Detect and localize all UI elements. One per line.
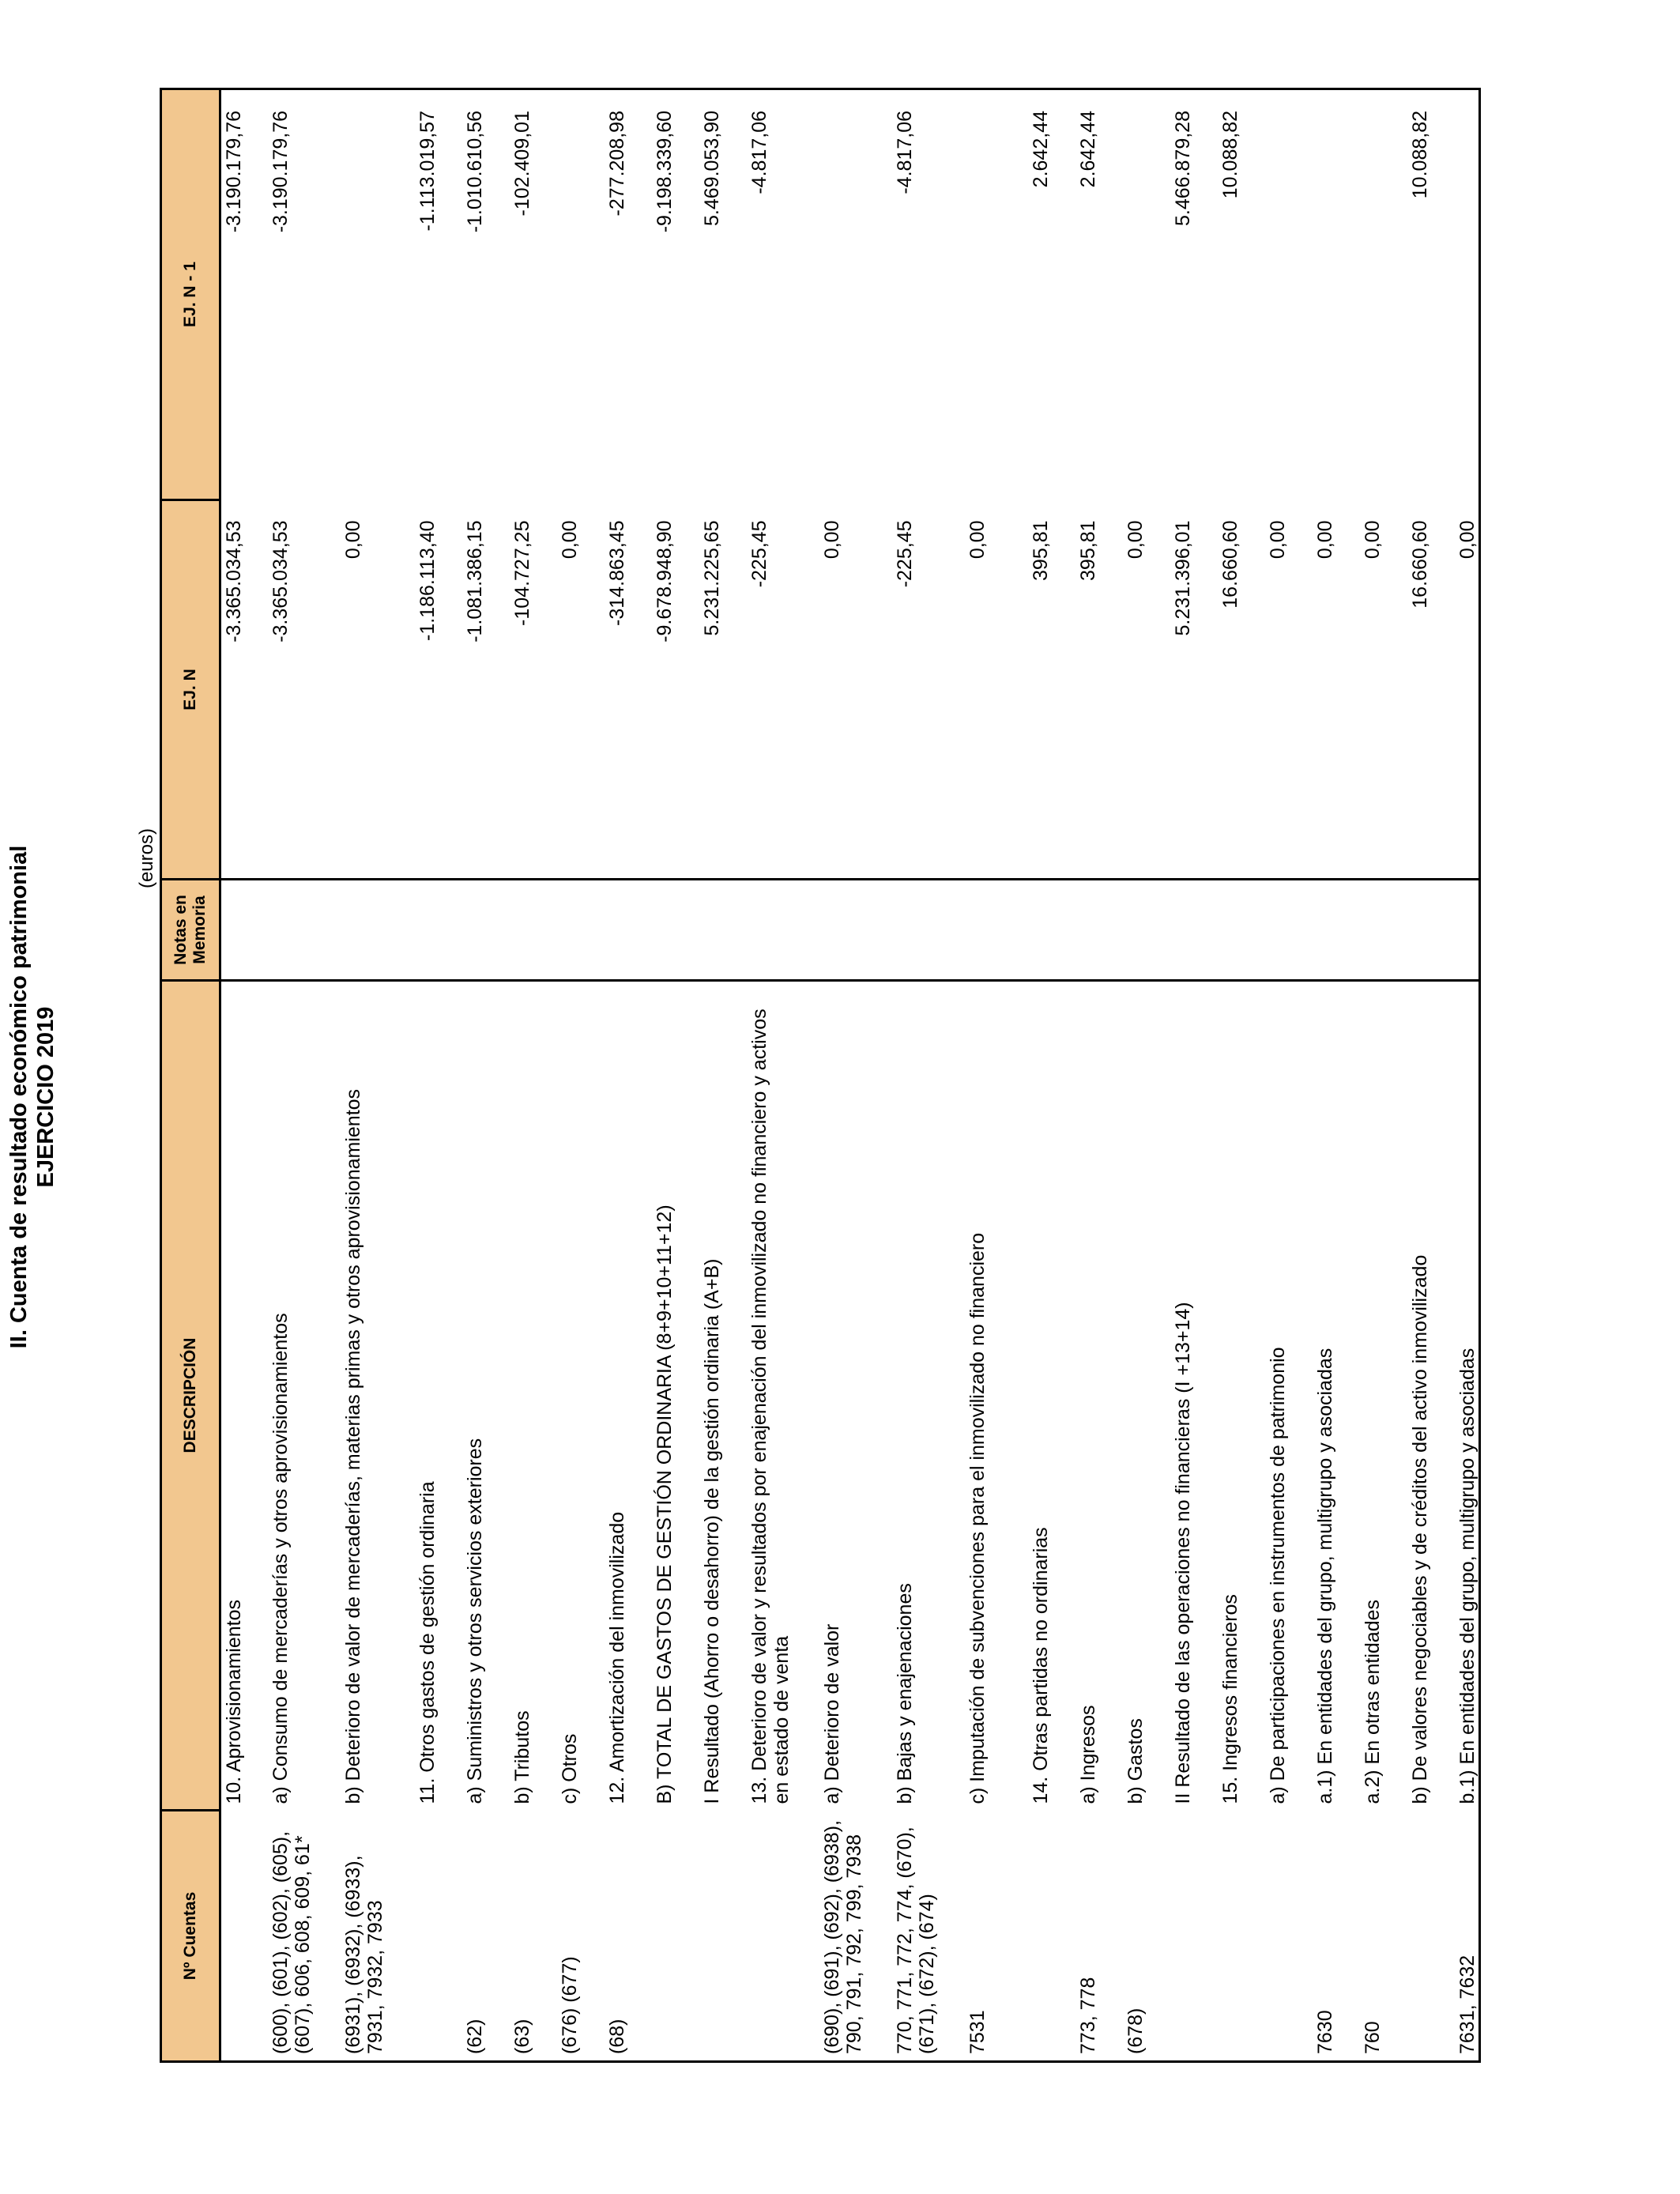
value-n1-cell xyxy=(819,89,892,500)
table-row xyxy=(1075,89,1123,2062)
value-n-cell: 0,00 xyxy=(965,500,1028,880)
notes-cell xyxy=(510,880,557,981)
account-cell xyxy=(652,1811,699,2062)
value-n-cell: 0,00 xyxy=(1313,500,1360,880)
account-cell: (676) (677) xyxy=(557,1811,605,2062)
value-n1-cell: 2.642,44 xyxy=(1028,89,1075,500)
value-n-cell: 0,00 xyxy=(1265,500,1313,880)
notes-cell xyxy=(1075,880,1123,981)
notes-cell xyxy=(557,880,605,981)
description-cell: a) De participaciones en instrumentos de patrimonio xyxy=(1266,1347,1289,1804)
table-row xyxy=(415,89,462,2062)
table-row xyxy=(510,89,557,2062)
table-row xyxy=(1455,89,1480,2062)
notes-cell xyxy=(819,880,892,981)
table-row xyxy=(1123,89,1170,2062)
notes-cell xyxy=(699,880,747,981)
value-n1-cell: 2.642,44 xyxy=(1075,89,1123,500)
table-row xyxy=(1407,89,1455,2062)
value-n1-cell: -3.190.179,76 xyxy=(268,89,341,500)
value-n1-cell: -4.817,06 xyxy=(747,89,819,500)
value-n1-cell xyxy=(965,89,1028,500)
account-cell xyxy=(220,1811,268,2062)
account-cell: 760 xyxy=(1360,1811,1407,2062)
account-cell: 7531 xyxy=(965,1811,1028,2062)
account-cell: (678) xyxy=(1123,1811,1170,2062)
table-row xyxy=(819,89,892,2062)
notes-cell xyxy=(1218,880,1265,981)
account-cell: (6931), (6932), (6933), 7931, 7932, 7933 xyxy=(341,1811,415,2062)
account-cell: 7630 xyxy=(1313,1811,1360,2062)
description-cell: b.1) En entidades del grupo, multigrupo y asociadas xyxy=(1455,981,1480,1811)
description-cell: a) Consumo de mercaderías y otros aprovisionamientos xyxy=(269,1313,292,1804)
value-n-cell: 16.660,60 xyxy=(1407,500,1455,880)
account-cell: 7631, 7632 xyxy=(1455,1811,1480,2062)
description-cell: 12. Amortización del inmovilizado xyxy=(605,1511,628,1804)
notes-cell xyxy=(1455,880,1480,981)
notes-cell xyxy=(1407,880,1455,981)
account-cell: 770, 771, 772, 774, (670), (671), (672), (674) xyxy=(892,1811,965,2062)
table-row xyxy=(1028,89,1075,2062)
value-n-cell: -1.081.386,15 xyxy=(462,500,510,880)
description-cell: c) Otros xyxy=(558,1733,581,1804)
description-cell: 14. Otras partidas no ordinarias xyxy=(1029,1527,1052,1804)
header-notes: Notas en Memoria xyxy=(161,880,220,981)
table-row xyxy=(220,89,268,2062)
table-header-row xyxy=(161,89,220,2062)
value-n-cell: -314.863,45 xyxy=(605,500,652,880)
account-cell xyxy=(1265,1811,1313,2062)
table-row xyxy=(557,89,605,2062)
description-cell: a.1) En entidades del grupo, multigrupo y asociadas xyxy=(1313,1348,1336,1804)
account-cell: (63) xyxy=(510,1811,557,2062)
table-row xyxy=(1265,89,1313,2062)
value-n1-cell xyxy=(1123,89,1170,500)
description-cell: 13. Deterioro de valor y resultados por enajenación del inmovilizado no financiero y activos en estado de venta xyxy=(748,1008,793,1804)
value-n-cell: 0,00 xyxy=(1360,500,1407,880)
account-cell xyxy=(699,1811,747,2062)
header-description: DESCRIPCIÓN xyxy=(161,981,220,1811)
description-cell: b) Deterioro de valor de mercaderías, materias primas y otros aprovisionamientos xyxy=(341,1088,364,1804)
header-year-n1: EJ. N - 1 xyxy=(161,89,220,500)
account-cell: (690), (691), (692), (6938), 790, 791, 792, 799, 7938 xyxy=(819,1811,892,2062)
result-table xyxy=(160,88,1481,2063)
value-n-cell: -1.186.113,40 xyxy=(415,500,462,880)
notes-cell xyxy=(341,880,415,981)
value-n1-cell xyxy=(557,89,605,500)
description-cell: I Resultado (Ahorro o desahorro) de la gestión ordinaria (A+B) xyxy=(700,1258,723,1804)
value-n1-cell xyxy=(341,89,415,500)
value-n1-cell: -1.010.610,56 xyxy=(462,89,510,500)
notes-cell xyxy=(1313,880,1360,981)
value-n-cell: 5.231.396,01 xyxy=(1170,500,1218,880)
table-row xyxy=(699,89,747,2062)
value-n1-cell xyxy=(1265,89,1313,500)
notes-cell xyxy=(220,880,268,981)
value-n1-cell: -1.113.019,57 xyxy=(415,89,462,500)
description-cell: B) TOTAL DE GASTOS DE GESTIÓN ORDINARIA (8+9+10+11+12) xyxy=(653,1204,676,1804)
notes-cell xyxy=(1028,880,1075,981)
table-body xyxy=(220,89,1480,2062)
value-n-cell: 5.231.225,65 xyxy=(699,500,747,880)
value-n1-cell: -9.198.339,60 xyxy=(652,89,699,500)
description-cell: II Resultado de las operaciones no financieras (I +13+14) xyxy=(1171,1302,1194,1804)
notes-cell xyxy=(965,880,1028,981)
document-subtitle: EJERCICIO 2019 xyxy=(33,1006,58,1188)
value-n1-cell: -3.190.179,76 xyxy=(220,89,268,500)
table-row xyxy=(341,89,415,2062)
notes-cell xyxy=(268,880,341,981)
description-cell: b) Gastos xyxy=(1124,1718,1147,1804)
notes-cell xyxy=(1123,880,1170,981)
table-row xyxy=(652,89,699,2062)
notes-cell xyxy=(747,880,819,981)
value-n1-cell: 5.466.879,28 xyxy=(1170,89,1218,500)
value-n1-cell: -4.817,06 xyxy=(892,89,965,500)
description-cell: 11. Otros gastos de gestión ordinaria xyxy=(416,1481,439,1804)
description-cell: b) De valores negociables y de créditos del activo inmovilizado xyxy=(1408,1254,1431,1804)
header-accounts: Nº Cuentas xyxy=(161,1811,220,2062)
description-cell: 15. Ingresos financieros xyxy=(1219,1594,1241,1804)
value-n-cell: -225,45 xyxy=(892,500,965,880)
value-n1-cell: -102.409,01 xyxy=(510,89,557,500)
table-row xyxy=(1313,89,1360,2062)
value-n1-cell: -277.208,98 xyxy=(605,89,652,500)
table-row xyxy=(1218,89,1265,2062)
value-n-cell: 16.660,60 xyxy=(1218,500,1265,880)
table-row xyxy=(268,89,341,2062)
description-cell: 10. Aprovisionamientos xyxy=(223,1600,245,1804)
account-cell xyxy=(415,1811,462,2062)
value-n-cell: 0,00 xyxy=(819,500,892,880)
account-cell xyxy=(1218,1811,1265,2062)
notes-cell xyxy=(1360,880,1407,981)
notes-cell xyxy=(415,880,462,981)
notes-cell xyxy=(892,880,965,981)
value-n1-cell: 5.469.053,90 xyxy=(699,89,747,500)
account-cell: (600), (601), (602), (605), (607), 606, 608, 609, 61* xyxy=(268,1811,341,2062)
notes-cell xyxy=(1170,880,1218,981)
document-title: II. Cuenta de resultado económico patrimonial xyxy=(6,845,32,1349)
description-cell: a) Suministros y otros servicios exteriores xyxy=(463,1438,486,1804)
value-n-cell: -3.365.034,53 xyxy=(220,500,268,880)
description-cell: a.2) En otras entidades xyxy=(1361,1600,1384,1804)
value-n1-cell: 10.088,82 xyxy=(1218,89,1265,500)
value-n-cell: 395,81 xyxy=(1028,500,1075,880)
account-cell: (62) xyxy=(462,1811,510,2062)
description-cell: b) Tributos xyxy=(510,1710,533,1804)
account-cell: (68) xyxy=(605,1811,652,2062)
table-row xyxy=(605,89,652,2062)
table-row xyxy=(1170,89,1218,2062)
value-n-cell: -225,45 xyxy=(747,500,819,880)
table-row xyxy=(747,89,819,2062)
account-cell xyxy=(747,1811,819,2062)
notes-cell xyxy=(1265,880,1313,981)
table-row xyxy=(965,89,1028,2062)
account-cell xyxy=(1170,1811,1218,2062)
header-year-n: EJ. N xyxy=(161,500,220,880)
value-n-cell: -104.727,25 xyxy=(510,500,557,880)
table-row xyxy=(1360,89,1407,2062)
notes-cell xyxy=(605,880,652,981)
account-cell: 773, 778 xyxy=(1075,1811,1123,2062)
notes-cell xyxy=(462,880,510,981)
value-n1-cell xyxy=(1313,89,1360,500)
description-cell: b) Bajas y enajenaciones xyxy=(893,1583,916,1804)
table-row xyxy=(892,89,965,2062)
value-n1-cell: 10.088,82 xyxy=(1407,89,1455,500)
value-n-cell: 395,81 xyxy=(1075,500,1123,880)
value-n-cell: -9.678.948,90 xyxy=(652,500,699,880)
description-cell: c) Imputación de subvenciones para el inmovilizado no financiero xyxy=(966,1232,989,1804)
value-n-cell: 0,00 xyxy=(1123,500,1170,880)
value-n1-cell xyxy=(1455,89,1480,500)
notes-cell xyxy=(652,880,699,981)
value-n1-cell xyxy=(1360,89,1407,500)
description-cell: a) Ingresos xyxy=(1076,1705,1099,1804)
value-n-cell: 0,00 xyxy=(557,500,605,880)
account-cell xyxy=(1028,1811,1075,2062)
description-cell: a) Deterioro de valor xyxy=(820,1623,843,1804)
account-cell xyxy=(1407,1811,1455,2062)
currency-unit: (euros) xyxy=(136,828,157,889)
value-n-cell: -3.365.034,53 xyxy=(268,500,341,880)
table-row xyxy=(462,89,510,2062)
value-n-cell: 0,00 xyxy=(341,500,415,880)
value-n-cell: 0,00 xyxy=(1455,500,1480,880)
